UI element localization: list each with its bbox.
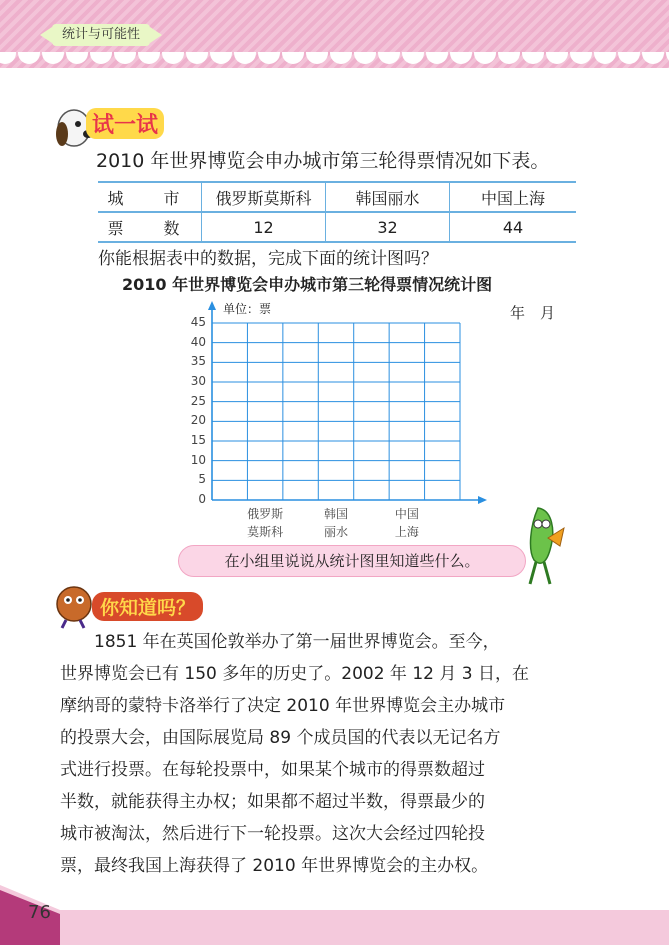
- discussion-prompt: 在小组里说说从统计图里知道些什么。: [178, 545, 526, 577]
- table-cell-votes: 44: [450, 212, 577, 242]
- table-header-city: 城 市: [98, 182, 202, 212]
- know-section-header: [50, 580, 210, 630]
- pepper-mascot-icon: [512, 500, 572, 590]
- table-cell-city: 俄罗斯莫斯科: [202, 182, 326, 212]
- y-tick-label: 15: [190, 433, 206, 447]
- y-tick-label: 20: [190, 413, 206, 428]
- y-tick-label: 30: [190, 374, 206, 388]
- article-line: 半数，就能获得主办权；如果都不超过半数，得票最少的: [60, 792, 485, 812]
- table-cell-votes: 32: [326, 212, 450, 242]
- page-corner-decoration: [0, 880, 669, 945]
- x-category-label: 俄罗斯 莫斯科: [247, 507, 284, 539]
- article-line: 摩纳哥的蒙特卡洛举行了决定 2010 年世界博览会主办城市: [60, 696, 506, 716]
- article-line: 票，最终我国上海获得了 2010 年世界博览会的主办权。: [60, 856, 489, 876]
- y-tick-label: 45: [190, 315, 206, 329]
- y-tick-label: 25: [190, 393, 206, 408]
- table-cell-votes: 12: [202, 212, 326, 242]
- article-paragraph: [60, 626, 588, 882]
- intro-text: 2010 年世界博览会申办城市第三轮得票情况如下表。: [96, 150, 550, 172]
- table-header-votes: 票 数: [98, 212, 202, 242]
- question-text: 你能根据表中的数据，完成下面的统计图吗？: [98, 249, 438, 269]
- chart-title: 2010 年世界博览会申办城市第三轮得票情况统计图: [122, 275, 493, 294]
- y-tick-label: 40: [190, 334, 206, 349]
- chart-date-label: 年 月: [510, 304, 556, 322]
- ball-mascot-icon: [50, 582, 98, 630]
- page-number: 76: [28, 902, 51, 923]
- article-line: 的投票大会，由国际展览局 89 个成员国的代表以无记名方: [60, 728, 501, 748]
- x-category-label: 韩国 丽水: [323, 507, 348, 539]
- know-title: 你知道吗？: [92, 592, 203, 621]
- y-axis-arrow: [208, 301, 216, 310]
- x-category-label: 中国 上海: [394, 507, 419, 539]
- x-axis-arrow: [478, 496, 487, 504]
- article-line: 1851 年在英国伦敦举办了第一届世界博览会。至今，: [94, 632, 500, 652]
- try-title: 试一试: [86, 108, 164, 139]
- y-tick-label: 0: [198, 492, 206, 506]
- article-line: 式进行投票。在每轮投票中，如果某个城市的得票数超过: [60, 760, 485, 780]
- table-cell-city: 中国上海: [450, 182, 577, 212]
- chart-unit-label: 单位：票: [223, 302, 272, 316]
- y-tick-label: 5: [198, 472, 206, 487]
- table-cell-city: 韩国丽水: [326, 182, 450, 212]
- article-line: 城市被淘汰，然后进行下一轮投票。这次大会经过四轮投: [60, 824, 485, 844]
- y-tick-label: 10: [190, 452, 206, 467]
- chapter-tag: 统计与可能性: [52, 24, 150, 46]
- article-line: 世界博览会已有 150 多年的历史了。2002 年 12 月 3 日，在: [60, 664, 529, 684]
- y-tick-label: 35: [190, 354, 206, 369]
